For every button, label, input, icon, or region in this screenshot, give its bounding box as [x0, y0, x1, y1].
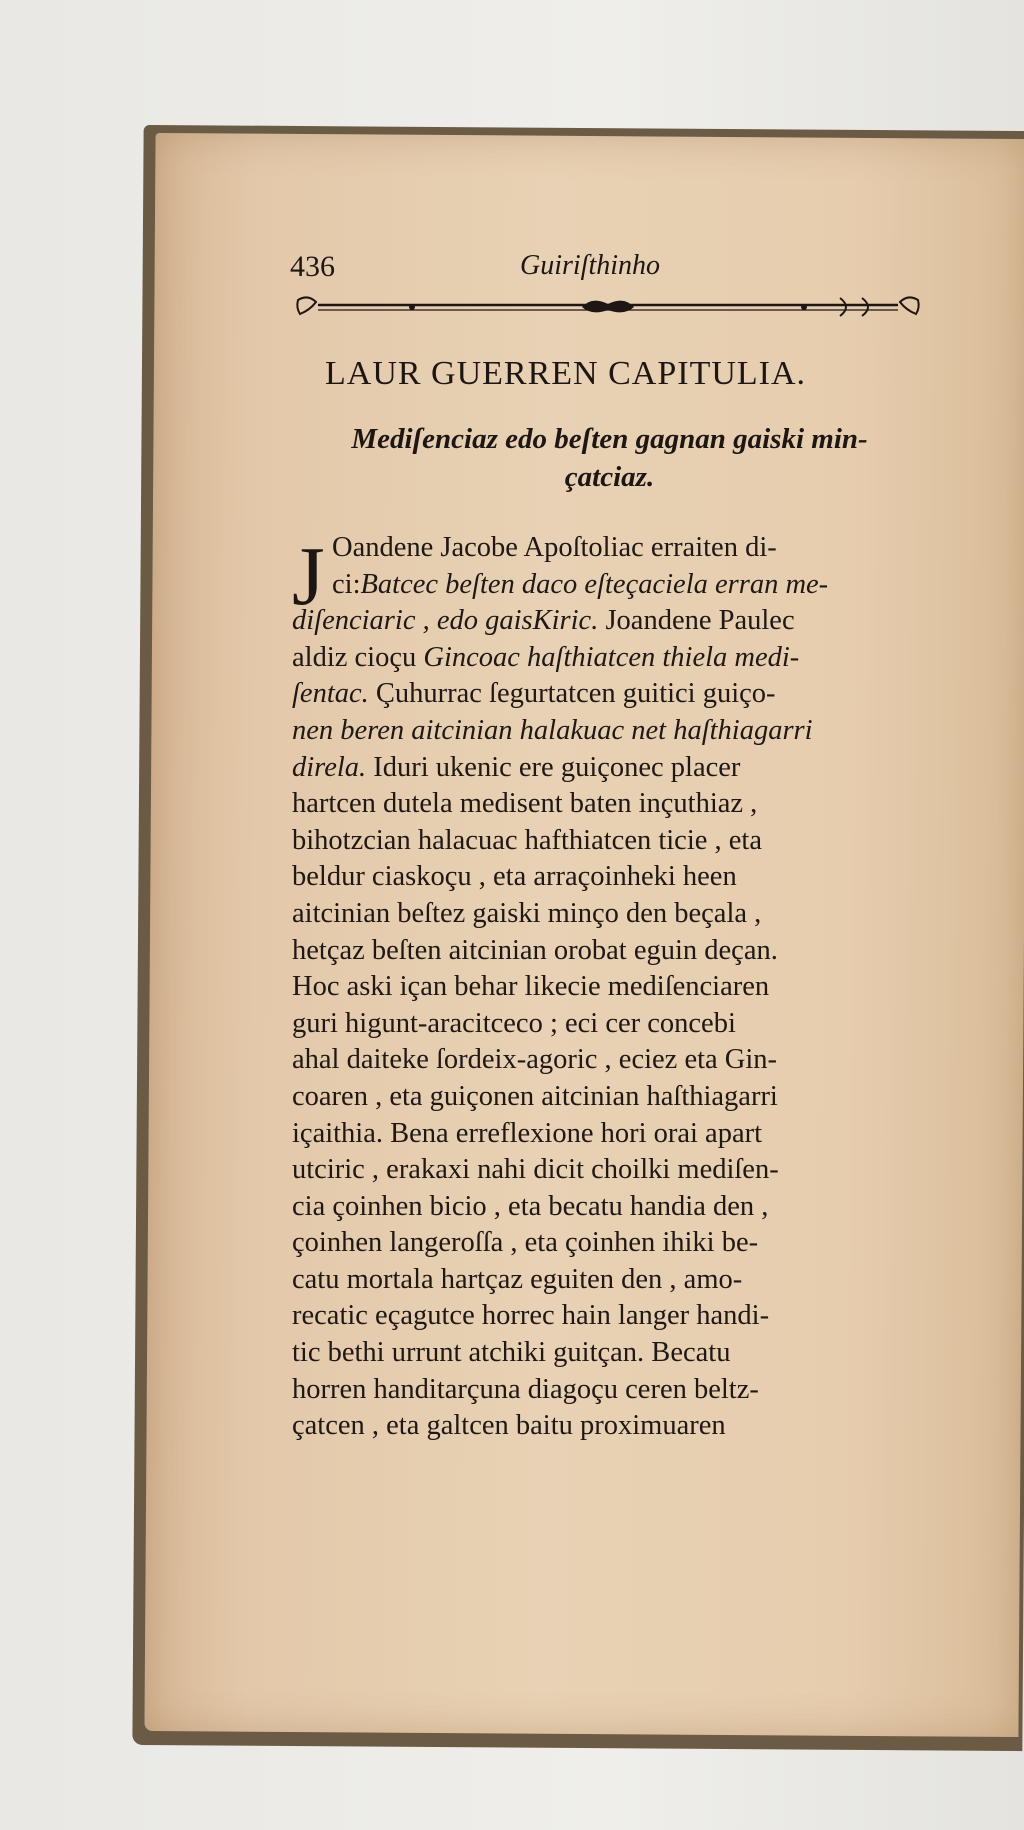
- body-text-run: catu mortala hartçaz eguiten den , amo-: [292, 1263, 743, 1295]
- body-line: [292, 1189, 932, 1226]
- body-text-run: Iduri ukenic ere guiçonec placer: [366, 751, 741, 783]
- subtitle-line: çatciaz.: [564, 461, 655, 493]
- body-line: [292, 1225, 932, 1262]
- body-line: [292, 1262, 932, 1299]
- page-number: 436: [290, 250, 335, 283]
- body-line: [292, 640, 932, 677]
- body-line: [292, 676, 932, 713]
- body-line: [292, 713, 932, 750]
- body-text-run: aitcinian beſtez gaiski minço den beçala ,: [292, 897, 762, 929]
- body-text-run: hartcen dutela medisent baten inçuthiaz ,: [292, 788, 758, 820]
- body-text-run: çoinhen langeroſſa , eta çoinhen ihiki be-: [292, 1227, 759, 1259]
- body-text-run: ahal daiteke ſordeix-agoric , eciez eta Gin-: [292, 1044, 778, 1076]
- body-italic-run: nen beren aitcinian halakuac net haſthiagarri: [292, 714, 813, 746]
- drop-cap: J: [292, 530, 325, 623]
- body-line: [292, 1408, 932, 1445]
- body-line: [292, 567, 932, 604]
- body-line: [292, 1372, 932, 1409]
- body-text-run: ci:: [332, 568, 361, 600]
- body-line: [292, 786, 932, 823]
- body-line: [292, 603, 932, 640]
- ornamental-rule: [292, 292, 924, 322]
- body-text-run: Joandene Paulec: [598, 605, 795, 637]
- body-text-run: tic bethi urrunt atchiki guitçan. Becatu: [292, 1337, 731, 1369]
- body-text-run: Oandene Jacobe Apoſtoliac erraiten di-: [332, 532, 777, 563]
- body-line: [292, 933, 932, 970]
- chapter-title: LAUR GUERREN CAPITULIA.: [325, 355, 807, 392]
- body-line: [292, 859, 932, 896]
- body-text-run: guri higunt-aracitceco ; eci cer concebi: [292, 1007, 736, 1039]
- body-text-run: Hoc aski içan behar likecie mediſenciaren: [292, 971, 770, 1003]
- body-text-run: Çuhurrac ſegurtatcen guitici guiço-: [368, 678, 776, 710]
- subtitle-line: Mediſenciaz edo beſten gagnan gaiski min-: [351, 423, 868, 455]
- body-text-run: bihotzcian halacuac hafthiatcen ticie , eta: [292, 824, 762, 856]
- body-text-run: çatcen , eta galtcen baitu proximuaren: [292, 1410, 726, 1442]
- body-line: [292, 1152, 932, 1189]
- body-text-run: hetçaz beſten aitcinian orobat eguin deçan.: [292, 934, 778, 966]
- body-line: [292, 1298, 932, 1335]
- body-line: [292, 1116, 932, 1153]
- body-line: [292, 1042, 932, 1079]
- body-text-run: horren handitarçuna diagoçu ceren beltz-: [292, 1373, 759, 1405]
- body-line: [292, 896, 932, 933]
- running-head: Guiriſthinho: [520, 250, 661, 281]
- body-line: [292, 1079, 932, 1116]
- body-italic-run: ſentac.: [292, 678, 369, 710]
- body-text-run: coaren , eta guiçonen aitcinian haſthiagarri: [292, 1080, 778, 1112]
- body-text-run: utciric , erakaxi nahi dicit choilki mediſen-: [292, 1154, 779, 1186]
- body-line: [292, 750, 932, 787]
- body-line: [292, 1335, 932, 1372]
- body-line: [292, 530, 932, 567]
- body-line: [292, 969, 932, 1006]
- body-text-run: beldur ciaskoçu , eta arraçoinheki heen: [292, 861, 737, 893]
- body-text: [292, 530, 932, 1445]
- chapter-subtitle: [292, 420, 927, 496]
- body-italic-run: diſenciaric , edo gaisKiric.: [292, 605, 599, 637]
- body-italic-run: Gincoac haſthiatcen thiela medi-: [423, 641, 800, 673]
- body-italic-run: direla.: [292, 751, 367, 783]
- body-text-run: cia çoinhen bicio , eta becatu handia den ,: [292, 1190, 769, 1222]
- body-line: [292, 1006, 932, 1043]
- page-header: [290, 250, 930, 290]
- body-italic-run: Batcec beſten daco eſteçaciela erran me-: [360, 568, 829, 600]
- body-text-run: içaithia. Bena erreflexione hori orai apart: [292, 1117, 763, 1149]
- body-line: [292, 823, 932, 860]
- body-text-run: recatic eçagutce horrec hain langer handi-: [292, 1300, 770, 1332]
- body-text-run: aldiz cioçu: [292, 641, 424, 673]
